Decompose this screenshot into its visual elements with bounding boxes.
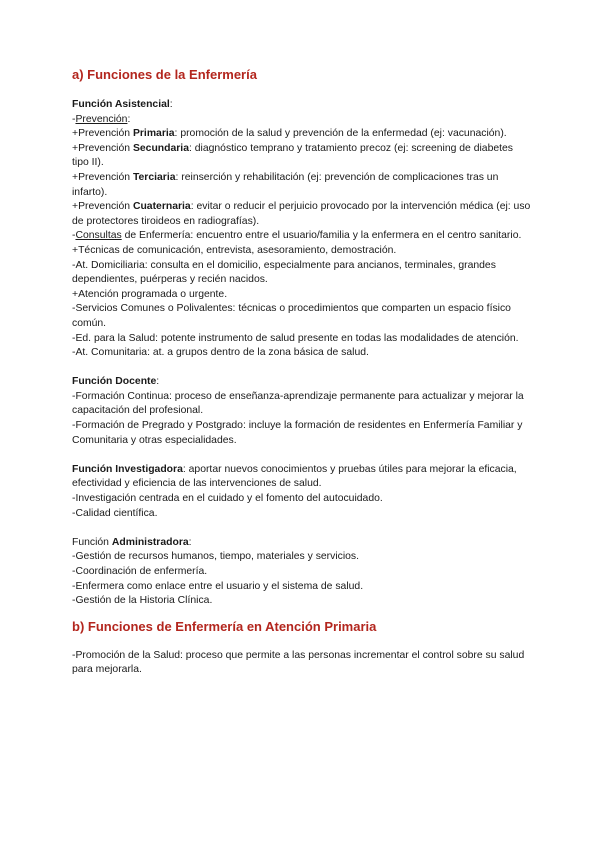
asistencial-line: +Atención programada o urgente. <box>72 288 228 300</box>
asistencial-line: -Ed. para la Salud: potente instrumento de salud presente en todas las modalidades de atención. <box>72 332 519 344</box>
asistencial-line: -Servicios Comunes o Polivalentes: técnicas o procedimientos que comparten un espacio físico común. <box>72 303 511 329</box>
prevencion-label: -Prevención: <box>72 113 131 125</box>
investigadora-line: -Calidad científica. <box>72 507 158 519</box>
investigadora-line: -Investigación centrada en el cuidado y el fomento del autocuidado. <box>72 493 383 505</box>
administradora-line: -Gestión de la Historia Clínica. <box>72 595 213 607</box>
docente-line: -Formación Continua: proceso de enseñanza-aprendizaje permanente para actualizar y mejorar la capacitación del profesional. <box>72 390 524 417</box>
asistencial-line: +Técnicas de comunicación, entrevista, asesoramiento, demostración. <box>72 244 397 256</box>
investigadora-heading: Función Investigadora: aportar nuevos conocimientos y pruebas útiles para mejorar la eficacia, efectividad y eficiencia de las intervenciones de salud. <box>72 463 517 490</box>
section-a-title: a) Funciones de la Enfermería <box>72 67 257 82</box>
docente-heading: Función Docente: <box>72 376 160 388</box>
docente-line: -Formación de Pregrado y Postgrado: incluye la formación de residentes en Enfermería Familiar y Comunitaria y otras especialidades. <box>72 420 523 446</box>
document-content <box>72 66 532 678</box>
administradora-line: -Gestión de recursos humanos, tiempo, materiales y servicios. <box>72 551 360 563</box>
section-b-title: b) Funciones de Enfermería en Atención Primaria <box>72 618 377 634</box>
administradora-heading: Función Administradora: <box>72 536 192 548</box>
prevencion-item: +Prevención Terciaria: reinserción y rehabilitación (ej: prevención de complicaciones tras un infarto). <box>72 171 499 198</box>
administradora-line: -Coordinación de enfermería. <box>72 566 208 577</box>
administradora-line: -Enfermera como enlace entre el usuario y el sistema de salud. <box>72 580 364 592</box>
asistencial-line: -At. Domiciliaria: consulta en el domicilio, especialmente para ancianos, terminales, grandes dependientes, puérperas y recién nacidos. <box>72 259 496 286</box>
section-b-line: -Promoción de la Salud: proceso que permite a las personas incrementar el control sobre su salud para mejorarla. <box>72 649 525 676</box>
prevencion-item: +Prevención Primaria: promoción de la salud y prevención de la enfermedad (ej: vacunación). <box>72 128 507 140</box>
asistencial-line: -At. Comunitaria: at. a grupos dentro de la zona básica de salud. <box>72 347 369 359</box>
prevencion-item: +Prevención Cuaternaria: evitar o reducir el perjuicio provocado por la intervención médica (ej: uso de protectores tiroideos en radiografías). <box>72 201 531 227</box>
asistencial-heading: Función Asistencial: <box>72 99 173 110</box>
prevencion-item: +Prevención Secundaria: diagnóstico temprano y tratamiento precoz (ej: screening de diabetes tipo II). <box>72 142 514 169</box>
consultas-line: -Consultas de Enfermería: encuentro entre el usuario/familia y la enfermera en el centro sanitario. <box>72 230 522 242</box>
